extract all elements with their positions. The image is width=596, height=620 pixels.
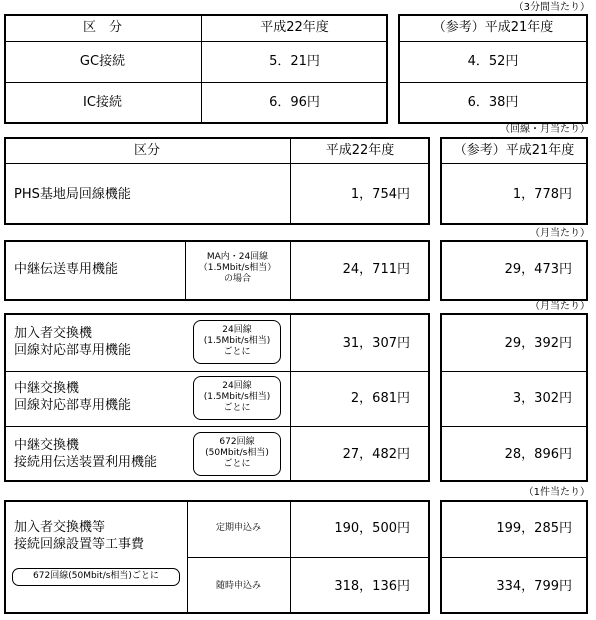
t3-row-fy22: 24，711円 bbox=[342, 262, 410, 277]
t1-row-ic-fy22: 6．96円 bbox=[269, 95, 320, 110]
t4-unit: （月当たり） bbox=[530, 301, 590, 312]
t1-header-fy21: （参考）平成21年度 bbox=[432, 20, 554, 35]
t2-row-label: PHS基地局回線機能 bbox=[14, 187, 131, 202]
t3-row-note: MA内・24回線 （1.5Mbit/s相当） の場合 bbox=[198, 252, 277, 284]
t3-row-label: 中継伝送専用機能 bbox=[14, 262, 119, 277]
t4-row1-label-line1: 加入者交換機 bbox=[14, 326, 93, 341]
t4-row2-label-line2: 回線対応部専用機能 bbox=[14, 398, 132, 413]
t5-row1-fy22: 190，500円 bbox=[334, 521, 410, 536]
t1-row-ic-fy21: 6．38円 bbox=[467, 95, 519, 110]
t5-row2-fy22: 318，136円 bbox=[334, 579, 410, 594]
t4-row3-fy22: 27，482円 bbox=[342, 447, 410, 462]
t2-header-fy22: 平成22年度 bbox=[325, 143, 395, 158]
t4-row1-fy21: 29，392円 bbox=[504, 336, 572, 351]
t5-note: 672回線(50Mbit/s相当)ごとに bbox=[33, 571, 159, 581]
t2-header-category: 区分 bbox=[133, 143, 160, 158]
t4-row3-note: 672回線 (50Mbit/s相当) ごとに bbox=[205, 437, 269, 469]
t4-row2-fy22: 2，681円 bbox=[350, 391, 410, 406]
t5-label-line1: 加入者交換機等 bbox=[14, 520, 106, 535]
t4-row3-label-line2: 接続用伝送装置利用機能 bbox=[14, 455, 158, 470]
t5-row2-type: 随時申込み bbox=[215, 581, 261, 591]
t4-row1-label-line2: 回線対応部専用機能 bbox=[14, 343, 132, 358]
t4-row2-note: 24回線 (1.5Mbit/s相当) ごとに bbox=[203, 381, 271, 413]
t1-row-gc-label: GC接続 bbox=[79, 54, 126, 69]
t1-header-category: 区 分 bbox=[82, 20, 122, 35]
t4-row3-label-line1: 中継交換機 bbox=[14, 438, 80, 453]
t5-label-line2: 接続回線設置等工事費 bbox=[14, 537, 145, 552]
t5-unit: （1件当たり） bbox=[523, 487, 590, 498]
t2-row-fy21: 1，778円 bbox=[512, 187, 572, 202]
t1-header-fy22: 平成22年度 bbox=[260, 20, 329, 35]
t4-row1-note: 24回線 (1.5Mbit/s相当) ごとに bbox=[203, 325, 271, 357]
t5-row1-type: 定期申込み bbox=[215, 523, 261, 533]
t1-row-ic-label: IC接続 bbox=[83, 95, 122, 110]
t1-row-gc-fy22: 5．21円 bbox=[269, 54, 320, 69]
t1-unit: （3分間当たり） bbox=[513, 2, 590, 13]
t2-unit: （回線・月当たり） bbox=[500, 124, 590, 135]
t5-row1-fy21: 199，285円 bbox=[496, 521, 572, 536]
t4-row2-label-line1: 中継交換機 bbox=[14, 381, 80, 396]
t4-row1-fy22: 31，307円 bbox=[342, 336, 410, 351]
t3-unit: （月当たり） bbox=[530, 228, 590, 239]
t3-row-fy21: 29，473円 bbox=[504, 262, 572, 277]
t4-row3-fy21: 28，896円 bbox=[504, 447, 572, 462]
t2-row-fy22: 1，754円 bbox=[350, 187, 410, 202]
t1-row-gc-fy21: 4．52円 bbox=[467, 54, 519, 69]
t2-header-fy21: （参考）平成21年度 bbox=[453, 143, 575, 158]
t4-row2-fy21: 3，302円 bbox=[512, 391, 572, 406]
t5-row2-fy21: 334，799円 bbox=[496, 579, 572, 594]
